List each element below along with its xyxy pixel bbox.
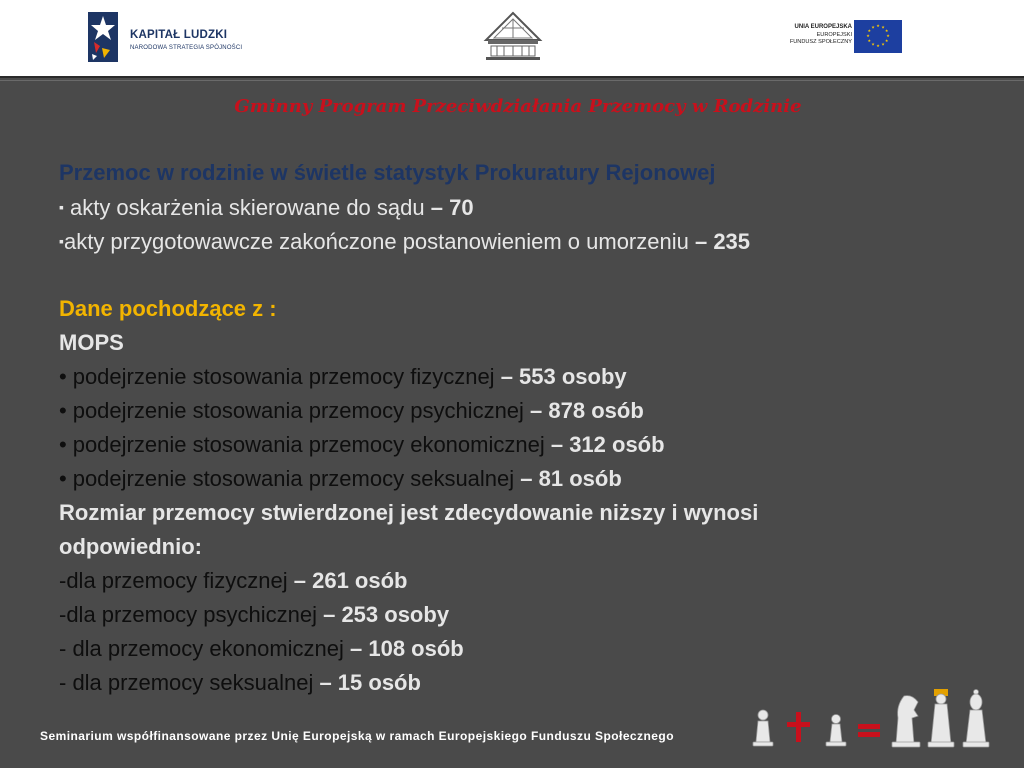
- list-item-value: – 261 osób: [287, 568, 408, 593]
- list-item-text: podejrzenie stosowania przemocy ekonomicznej: [72, 432, 545, 457]
- pawn-icon: [826, 715, 846, 747]
- eu-social-fund-logo: [770, 18, 906, 58]
- header-divider: [0, 76, 1024, 78]
- footer-text: Seminarium współfinansowane przez Unię Europejską w ramach Europejskiego Funduszu Społecznego: [40, 729, 674, 743]
- knight-icon: [892, 696, 920, 747]
- list-item: [59, 632, 959, 666]
- list-item: [59, 598, 959, 632]
- spacer: [59, 258, 959, 292]
- header-divider-thin: [0, 80, 1024, 81]
- svg-text:★: ★: [884, 38, 889, 43]
- list-item: [59, 564, 959, 598]
- list-item-value: – 81 osób: [514, 466, 622, 491]
- round-bullet-icon: •: [59, 398, 67, 423]
- kapital-ludzki-title: KAPITAŁ LUDZKI: [130, 29, 228, 41]
- list-item-value: – 312 osób: [544, 432, 665, 457]
- svg-text:★: ★: [881, 41, 885, 47]
- list-item: [59, 360, 959, 394]
- list-item-text: podejrzenie stosowania przemocy psychicznej: [72, 398, 524, 423]
- round-bullet-icon: •: [59, 364, 67, 389]
- svg-text:★: ★: [876, 43, 880, 48]
- list-item: [59, 394, 959, 428]
- list-item-text: -dla przemocy psychicznej: [59, 602, 317, 627]
- svg-text:★: ★: [866, 33, 870, 38]
- list-item-text: -dla przemocy fizycznej: [59, 568, 288, 593]
- list-item-value: – 553 osoby: [494, 364, 627, 389]
- svg-text:★: ★: [886, 33, 890, 38]
- list-item: [59, 428, 959, 462]
- bishop-icon: [963, 690, 989, 748]
- svg-text:★: ★: [871, 24, 875, 30]
- summary-line: odpowiednio:: [59, 534, 202, 559]
- list-item: [59, 224, 959, 258]
- square-bullet-icon: ▪: [59, 233, 64, 249]
- king-icon: [928, 689, 954, 747]
- town-hall-logo-icon: [482, 10, 544, 64]
- svg-text:★: ★: [881, 24, 885, 30]
- kapital-ludzki-subtitle: NARODOWA STRATEGIA SPÓJNOŚCI: [130, 45, 243, 51]
- kapital-ludzki-mark-icon: [88, 12, 118, 62]
- list-item: [59, 190, 959, 224]
- chess-pieces-icon: [748, 684, 998, 754]
- pawn-icon: [753, 710, 773, 746]
- summary-line: Rozmiar przemocy stwierdzonej jest zdecydowanie niższy i wynosi: [59, 500, 759, 525]
- svg-text:★: ★: [884, 28, 889, 33]
- list-item-text: podejrzenie stosowania przemocy seksualnej: [72, 466, 515, 491]
- logo-bar: [0, 0, 1024, 76]
- list-item-text: - dla przemocy ekonomicznej: [59, 636, 344, 661]
- sources-org: MOPS: [59, 330, 124, 355]
- prosecutor-heading: Przemoc w rodzinie w świetle statystyk Prokuratury Rejonowej: [59, 160, 716, 185]
- svg-text:★: ★: [867, 28, 872, 33]
- eu-flag-icon: [854, 20, 902, 53]
- plus-icon: [787, 712, 810, 742]
- round-bullet-icon: •: [59, 432, 67, 457]
- list-item-text: - dla przemocy seksualnej: [59, 670, 314, 695]
- list-item-text: podejrzenie stosowania przemocy fizycznej: [72, 364, 495, 389]
- equals-icon: [858, 724, 880, 737]
- square-bullet-icon: ▪: [59, 199, 64, 215]
- sources-heading: Dane pochodzące z :: [59, 296, 277, 321]
- list-item: [59, 462, 959, 496]
- kapital-ludzki-logo: [88, 12, 258, 64]
- svg-text:★: ★: [876, 23, 880, 28]
- list-item-value: – 70: [430, 195, 474, 220]
- svg-text:★: ★: [871, 41, 875, 47]
- list-item-value: – 235: [688, 229, 751, 254]
- slide-header: Gminny Program Przeciwdziałania Przemocy w Rodzinie: [234, 96, 802, 117]
- list-item-text: akty oskarżenia skierowane do sądu: [69, 195, 425, 220]
- list-item-value: – 253 osoby: [316, 602, 450, 627]
- slide-content: [59, 156, 959, 700]
- list-item-value: – 878 osób: [523, 398, 644, 423]
- round-bullet-icon: •: [59, 466, 67, 491]
- eu-logo-text: UNIA EUROPEJSKA EUROPEJSKI FUNDUSZ SPOŁECZNY: [789, 24, 852, 46]
- list-item-value: – 108 osób: [343, 636, 464, 661]
- list-item-value: – 15 osób: [313, 670, 421, 695]
- list-item-text: akty przygotowawcze zakończone postanowieniem o umorzeniu: [63, 229, 689, 254]
- svg-text:★: ★: [867, 38, 872, 43]
